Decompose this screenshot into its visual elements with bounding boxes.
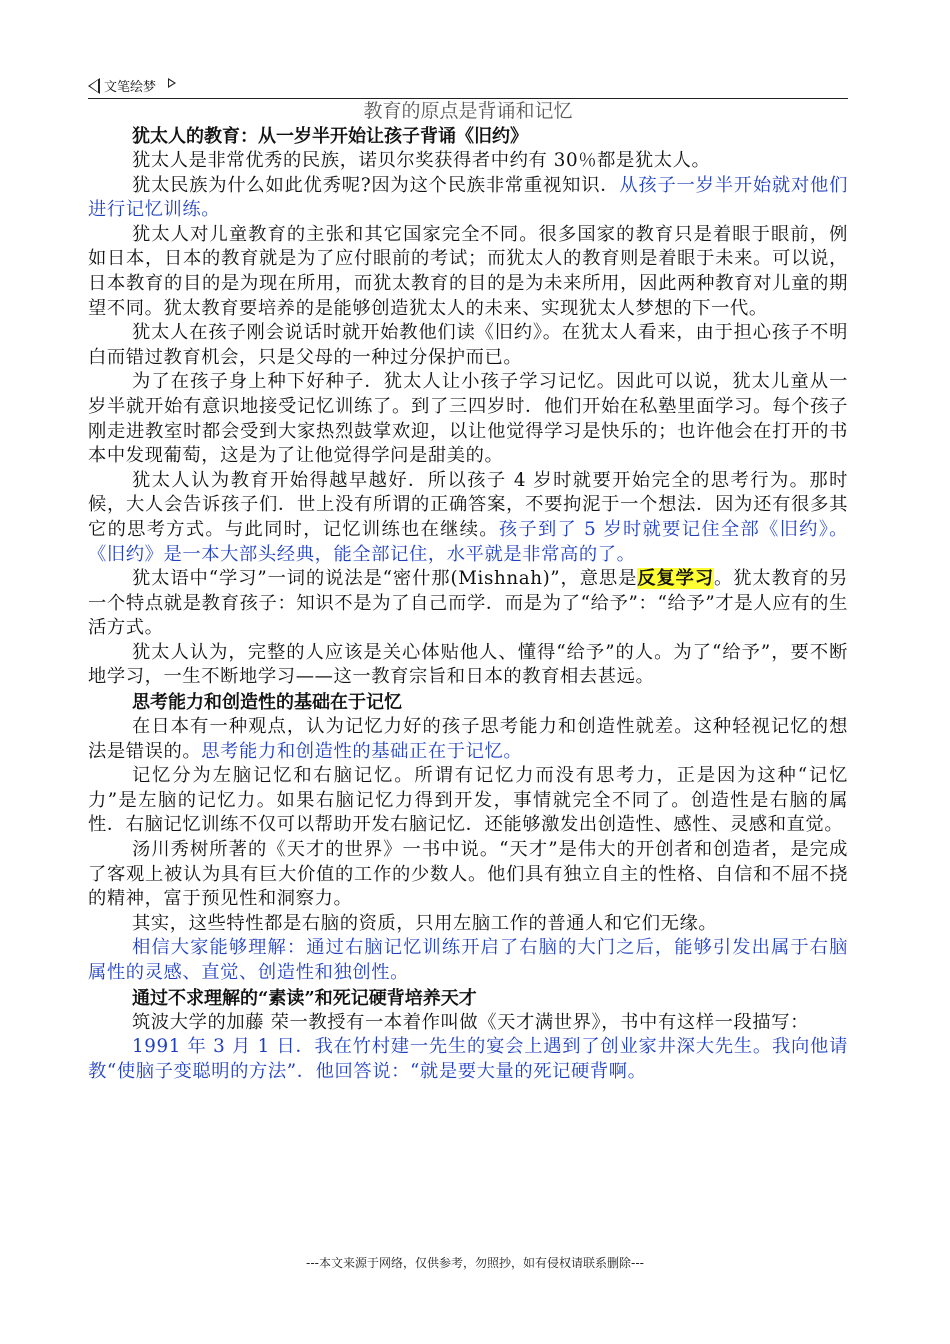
paragraph-6 (88, 469, 848, 567)
paragraph-3: 犹太人对儿童教育的主张和其它国家完全不同。很多国家的教育只是着眼于眼前，例如日本，日本的教育就是为了应付眼前的考试；而犹太人的教育则是着眼于未来。可以说，日本教育的目的是为现在所用，而犹太教育的目的是为未来所用，因此两种教育对儿童的期望不同。犹太教育要培养的是能够创造犹太人的未来、实现犹太人梦想的下一代。 (88, 223, 848, 319)
left-triangle-icon (88, 78, 100, 94)
paragraph-9 (88, 715, 848, 764)
section-heading-2: 思考能力和创造性的基础在于记忆 (132, 692, 402, 714)
paragraph-11: 汤川秀树所著的《天才的世界》一书中说。“天才”是伟大的开创者和创造者，是完成了客观上被认为具有巨大价值的工作的少数人。他们具有独立自主的性格、自信和不屈不挠的精神，富于预见性和洞察力。 (88, 839, 848, 910)
paragraph-9-text: 在日本有一种观点，认为记忆力好的孩子思考能力和创造性就差。这种轻视记忆的想法是错误的。 (88, 716, 848, 762)
paragraph-1: 犹太人是非常优秀的民族，诺贝尔奖获得者中约有 30％都是犹太人。 (132, 150, 711, 171)
paragraph-15: 1991 年 3 月 1 日．我在竹村建一先生的宴会上遇到了创业家井深大先生。我向他请教“使脑子变聪明的方法”．他回答说：“就是要大量的死记硬背啊。 (88, 1036, 848, 1082)
paragraph-7-text: 犹太语中“学习”一词的说法是“密什那(Mishnah)”，意思是 (132, 568, 638, 590)
highlighted-term: 反复学习 (637, 568, 715, 590)
paragraph-2 (88, 174, 848, 223)
paragraph-12: 其实，这些特性都是右脑的资质，只用左脑工作的普通人和它们无缘。 (132, 912, 718, 934)
paragraph-2-emphasis: 从孩子一岁半开始就对他们进行记忆训练。 (88, 174, 848, 221)
document-body (88, 98, 848, 1084)
paragraph-4: 犹太人在孩子刚会说话时就开始教他们读《旧约》。在犹太人看来，由于担心孩子不明白而错过教育机会，只是父母的一种过分保护而已。 (88, 322, 848, 368)
paragraph-14: 筑波大学的加藤 荣一教授有一本着作叫做《天才满世界》，书中有这样一段描写： (132, 1011, 809, 1033)
paragraph-5: 为了在孩子身上种下好种子．犹太人让小孩子学习记忆。因此可以说，犹太儿童从一岁半就开始有意识地接受记忆训练了。到了三四岁时．他们开始在私塾里面学习。每个孩子刚走进教室时都会受到大家热烈鼓掌欢迎，以让他觉得学习是快乐的；也许他会在打开的书本中发现葡萄，这是为了让他觉得学问是甜美的。 (88, 371, 848, 467)
section-heading-1: 犹太人的教育：从一岁半开始让孩子背诵《旧约》 (132, 126, 528, 147)
paragraph-9-emphasis: 思考能力和创造性的基础正在于记忆。 (201, 740, 523, 762)
paragraph-7-rest: 。犹太教育的另一个特点就是教育孩子：知识不是为了自己而学．而是为了“给予”：“给予”才是人应有的生活方式。 (88, 568, 849, 639)
header-brand: 文笔绘梦 (104, 80, 157, 95)
document-title: 教育的原点是背诵和记忆 (363, 100, 573, 122)
paragraph-7 (88, 567, 848, 641)
paragraph-13: 相信大家能够理解：通过右脑记忆训练开启了右脑的大门之后，能够引发出属于右脑属性的灵感、直觉、创造性和独创性。 (88, 937, 848, 983)
section-heading-3: 通过不求理解的“素读”和死记硬背培养天才 (132, 987, 477, 1009)
paragraph-2-text: 犹太民族为什么如此优秀呢?因为这个民族非常重视知识． (132, 174, 620, 196)
paragraph-10: 记忆分为左脑记忆和右脑记忆。所谓有记忆力而没有思考力，正是因为这种“记忆力”是左脑的记忆力。如果右脑记忆力得到开发，事情就完全不同了。创造性是右脑的属性．右脑记忆训练不仅可以帮助开发右脑记忆．还能够激发出创造性、感性、灵感和直觉。 (88, 765, 848, 836)
right-triangle-icon (168, 78, 176, 88)
header-brand-group (88, 76, 176, 95)
page-header (88, 74, 848, 99)
paragraph-6-emphasis: 孩子到了 5 岁时就要记住全部《旧约》。《旧约》是一本大部头经典，能全部记住，水平就是非常高的了。 (88, 518, 848, 565)
page-footer: ---本文来源于网络，仅供参考，勿照抄，如有侵权请联系删除--- (306, 1256, 644, 1270)
paragraph-8: 犹太人认为，完整的人应该是关心体贴他人、懂得“给予”的人。为了“给予”，要不断地学习，一生不断地学习——这一教育宗旨和日本的教育相去甚远。 (88, 641, 848, 688)
paragraph-6-text: 犹太人认为教育开始得越早越好．所以孩子 4 岁时就要开始完全的思考行为。那时候，大人会告诉孩子们．世上没有所谓的正确答案，不要拘泥于一个想法．因为还有很多其它的思考方式。与此同时，记忆训练也在继续。 (88, 469, 848, 540)
